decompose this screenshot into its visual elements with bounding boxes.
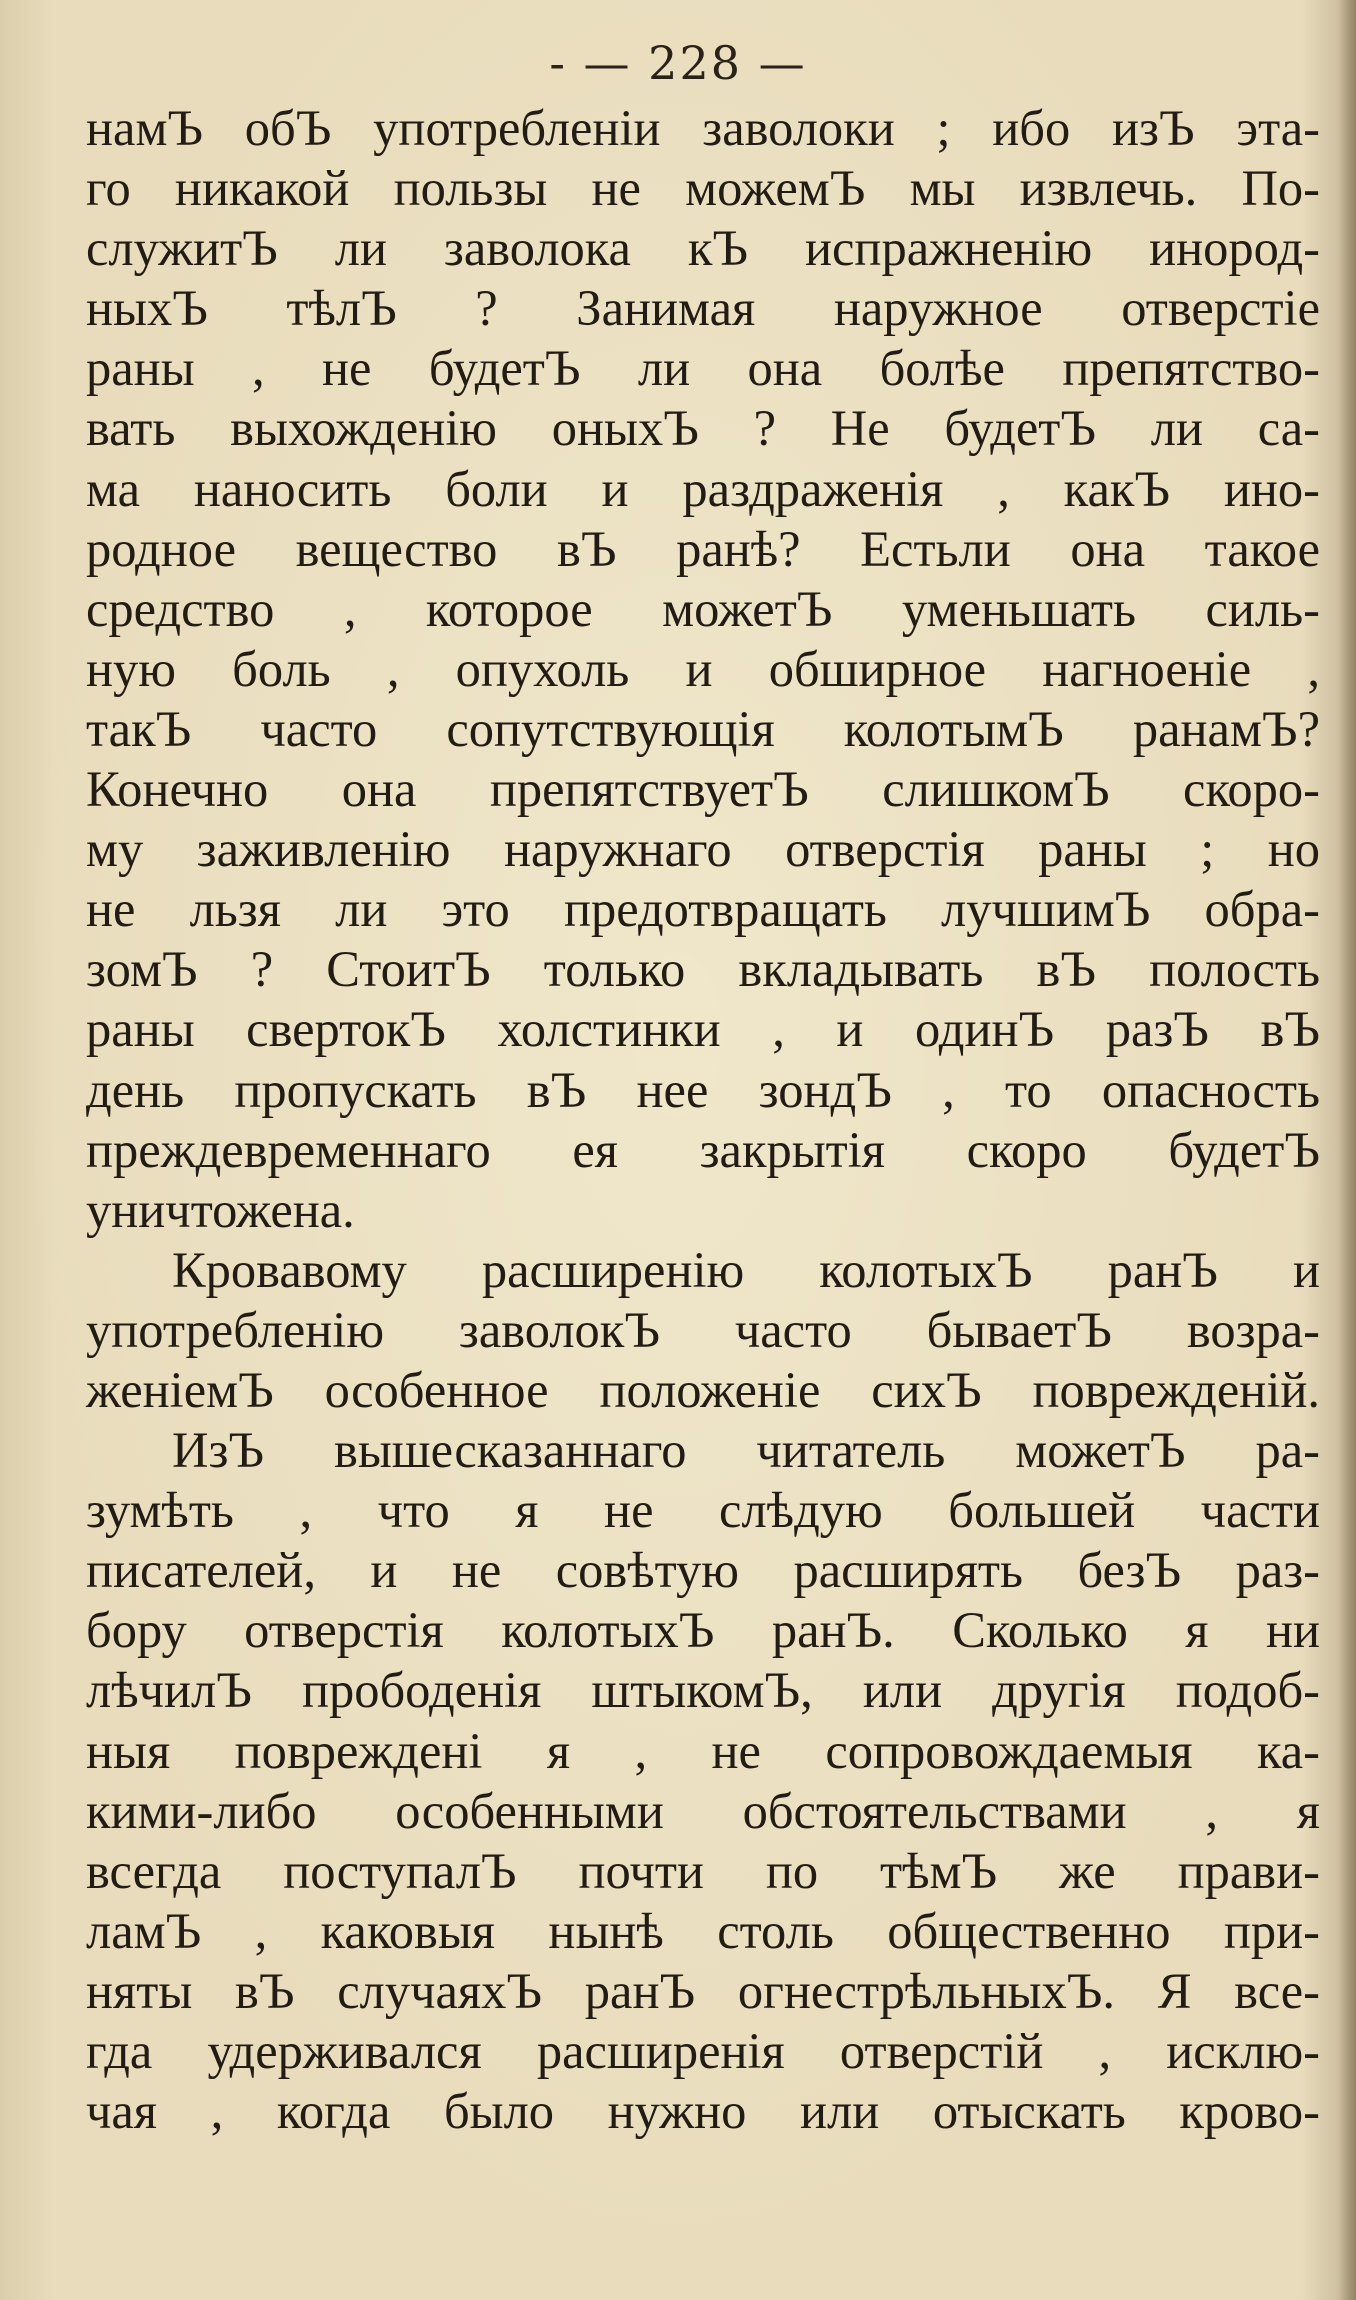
text-line: Кровавому расширенію колотыхЪ ранЪ и bbox=[172, 1241, 1320, 1298]
spine-shadow bbox=[1338, 0, 1356, 2300]
text-line: ную боль , опухоль и обширное нагноеніе , bbox=[86, 640, 1320, 697]
text-line: не льзя ли это предотвращать лучшимЪ обра- bbox=[86, 881, 1320, 938]
text-line: ма наносить боли и раздраженія , какЪ ино- bbox=[86, 460, 1320, 517]
text-line: преждевременнаго ея закрытія скоро будетЪ bbox=[86, 1121, 1320, 1178]
text-line: гда удерживался расширенія отверстій , исклю- bbox=[86, 2023, 1320, 2079]
text-line: Конечно она препятствуетЪ слишкомЪ скоро- bbox=[86, 761, 1320, 818]
text-line: всегда поступалЪ почти по тѣмЪ же прави- bbox=[86, 1842, 1320, 1899]
text-line: употребленію заволокЪ часто бываетЪ возра- bbox=[86, 1301, 1320, 1358]
text-line: служитЪ ли заволока кЪ испражненію инород- bbox=[86, 220, 1320, 277]
paragraph-2 bbox=[86, 1240, 1320, 1420]
text-line: день пропускать вЪ нее зондЪ , то опасность bbox=[86, 1061, 1320, 1118]
text-line: го никакой пользы не можемЪ мы извлечь. По- bbox=[86, 160, 1320, 217]
paragraph-3 bbox=[86, 1420, 1320, 2141]
paragraph-1 bbox=[86, 98, 1320, 1240]
text-line: раны , не будетЪ ли она болѣе препятство- bbox=[86, 340, 1320, 397]
text-line: няты вЪ случаяхЪ ранЪ огнестрѣльныхЪ. Я все- bbox=[86, 1962, 1320, 2019]
text-line: лѣчилЪ прободенія штыкомЪ, или другія подоб- bbox=[86, 1662, 1320, 1719]
text-line: му заживленію наружнаго отверстія раны ; но bbox=[86, 821, 1320, 878]
text-line: вать выхожденію оныхЪ ? Не будетЪ ли са- bbox=[86, 400, 1320, 457]
page-number-header: - — 228 — bbox=[549, 36, 807, 90]
body-text bbox=[86, 98, 1320, 2141]
text-line: женіемЪ особенное положеніе сихЪ поврежденій. bbox=[86, 1361, 1320, 1418]
text-line: такЪ часто сопутствующія колотымЪ ранамЪ? bbox=[86, 700, 1320, 757]
text-line: чая , когда было нужно или отыскать крово- bbox=[86, 2083, 1320, 2140]
text-line: намЪ обЪ употребленіи заволоки ; ибо изЪ эта- bbox=[86, 100, 1320, 156]
text-line: зумѣть , что я не слѣдую большей части bbox=[86, 1482, 1320, 1539]
text-line: родное вещество вЪ ранѣ? Естьли она такое bbox=[86, 520, 1320, 577]
text-line: раны свертокЪ холстинки , и одинЪ разЪ вЪ bbox=[86, 1001, 1320, 1058]
text-line: бору отверстія колотыхЪ ранЪ. Сколько я ни bbox=[86, 1602, 1320, 1659]
text-line: ныхЪ тѣлЪ ? Занимая наружное отверстіе bbox=[86, 280, 1320, 337]
text-line: писателей, и не совѣтую расширять безЪ раз- bbox=[86, 1542, 1320, 1599]
text-line: кими-либо особенными обстоятельствами , я bbox=[86, 1782, 1320, 1839]
text-line: уничтожена. bbox=[86, 1181, 355, 1238]
text-line: зомЪ ? СтоитЪ только вкладывать вЪ полость bbox=[86, 941, 1320, 998]
text-line: ныя повреждені я , не сопровождаемыя ка- bbox=[86, 1722, 1320, 1779]
text-line: ИзЪ вышесказаннаго читатель можетЪ ра- bbox=[172, 1422, 1320, 1479]
text-line: ламЪ , каковыя нынѣ столь общественно при- bbox=[86, 1902, 1320, 1959]
text-line: средство , которое можетЪ уменьшать силь- bbox=[86, 580, 1320, 637]
